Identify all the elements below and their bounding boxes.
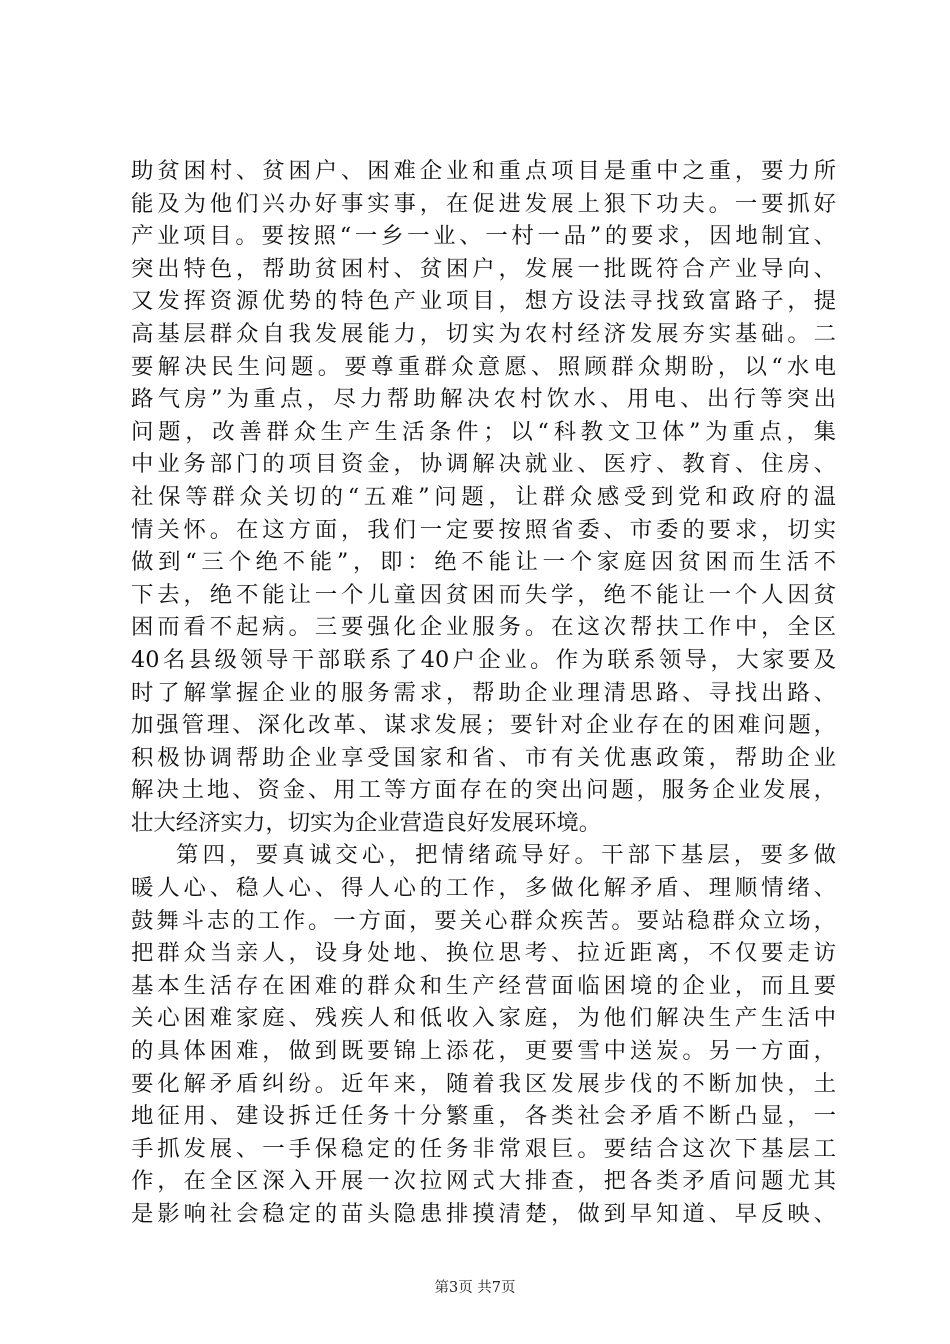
body-text xyxy=(131,155,836,1231)
text-line: 把群众当亲人，设身处地、换位思考、拉近距离，不仅要走访 xyxy=(131,940,836,967)
text-line: 鼓舞斗志的工作。一方面，要关心群众疾苦。要站稳群众立场， xyxy=(131,907,836,934)
page-number-footer: 第3页 共7页 xyxy=(434,1280,516,1296)
text-line: 要化解矛盾纠纷。近年来，随着我区发展步伐的不断加快，土 xyxy=(131,1070,836,1097)
text-line: 问题，改善群众生产生活条件；以“科教文卫体”为重点，集 xyxy=(131,418,836,445)
text-line: 产业项目。要按照“一乡一业、一村一品”的要求，因地制宜、 xyxy=(131,223,836,250)
text-line: 路气房”为重点，尽力帮助解决农村饮水、用电、出行等突出 xyxy=(131,386,836,413)
text-line: 情关怀。在这方面，我们一定要按照省委、市委的要求，切实 xyxy=(131,516,836,543)
text-line: 又发挥资源优势的特色产业项目，想方设法寻找致富路子，提 xyxy=(131,288,836,315)
text-line: 时了解掌握企业的服务需求，帮助企业理清思路、寻找出路、 xyxy=(131,679,836,706)
text-line: 中业务部门的项目资金，协调解决就业、医疗、教育、住房、 xyxy=(131,451,836,478)
text-line: 40名县级领导干部联系了40户企业。作为联系领导，大家要及 xyxy=(131,646,836,673)
text-line: 要解决民生问题。要尊重群众意愿、照顾群众期盼，以“水电 xyxy=(131,353,836,380)
text-line: 突出特色，帮助贫困村、贫困户，发展一批既符合产业导向、 xyxy=(131,255,836,282)
text-line: 是影响社会稳定的苗头隐患排摸清楚，做到早知道、早反映、 xyxy=(131,1201,836,1227)
text-line: 助贫困村、贫困户、困难企业和重点项目是重中之重，要力所 xyxy=(131,158,836,184)
paragraph-start-line: 第四，要真诚交心，把情绪疏导好。干部下基层，要多做 xyxy=(176,842,836,869)
text-line: 作，在全区深入开展一次拉网式大排查，把各类矛盾问题尤其 xyxy=(131,1168,836,1195)
text-line: 做到“三个绝不能”，即：绝不能让一个家庭因贫困而生活不 xyxy=(131,549,836,576)
text-line: 壮大经济实力，切实为企业营造良好发展环境。 xyxy=(131,809,602,836)
text-line: 能及为他们兴办好事实事，在促进发展上狠下功夫。一要抓好 xyxy=(131,190,836,217)
text-line: 的具体困难，做到既要锦上添花，更要雪中送炭。另一方面， xyxy=(131,1038,836,1065)
text-line: 关心困难家庭、残疾人和低收入家庭，为他们解决生产生活中 xyxy=(131,1005,836,1032)
text-line: 手抓发展、一手保稳定的任务非常艰巨。要结合这次下基层工 xyxy=(131,1135,836,1162)
text-line: 解决土地、资金、用工等方面存在的突出问题，服务企业发展， xyxy=(131,777,836,804)
text-line: 暖人心、稳人心、得人心的工作，多做化解矛盾、理顺情绪、 xyxy=(131,875,836,902)
text-line: 高基层群众自我发展能力，切实为农村经济发展夯实基础。二 xyxy=(131,320,836,347)
text-line: 积极协调帮助企业享受国家和省、市有关优惠政策，帮助企业 xyxy=(131,744,836,771)
text-line: 地征用、建设拆迁任务十分繁重，各类社会矛盾不断凸显，一 xyxy=(131,1103,836,1130)
text-line: 下去，绝不能让一个儿童因贫困而失学，绝不能让一个人因贫 xyxy=(131,581,836,608)
text-line: 社保等群众关切的“五难”问题，让群众感受到党和政府的温 xyxy=(131,483,836,510)
text-line: 困而看不起病。三要强化企业服务。在这次帮扶工作中，全区 xyxy=(131,614,836,641)
text-line: 加强管理、深化改革、谋求发展；要针对企业存在的困难问题， xyxy=(131,712,836,739)
text-line: 基本生活存在困难的群众和生产经营面临困境的企业，而且要 xyxy=(131,972,836,999)
